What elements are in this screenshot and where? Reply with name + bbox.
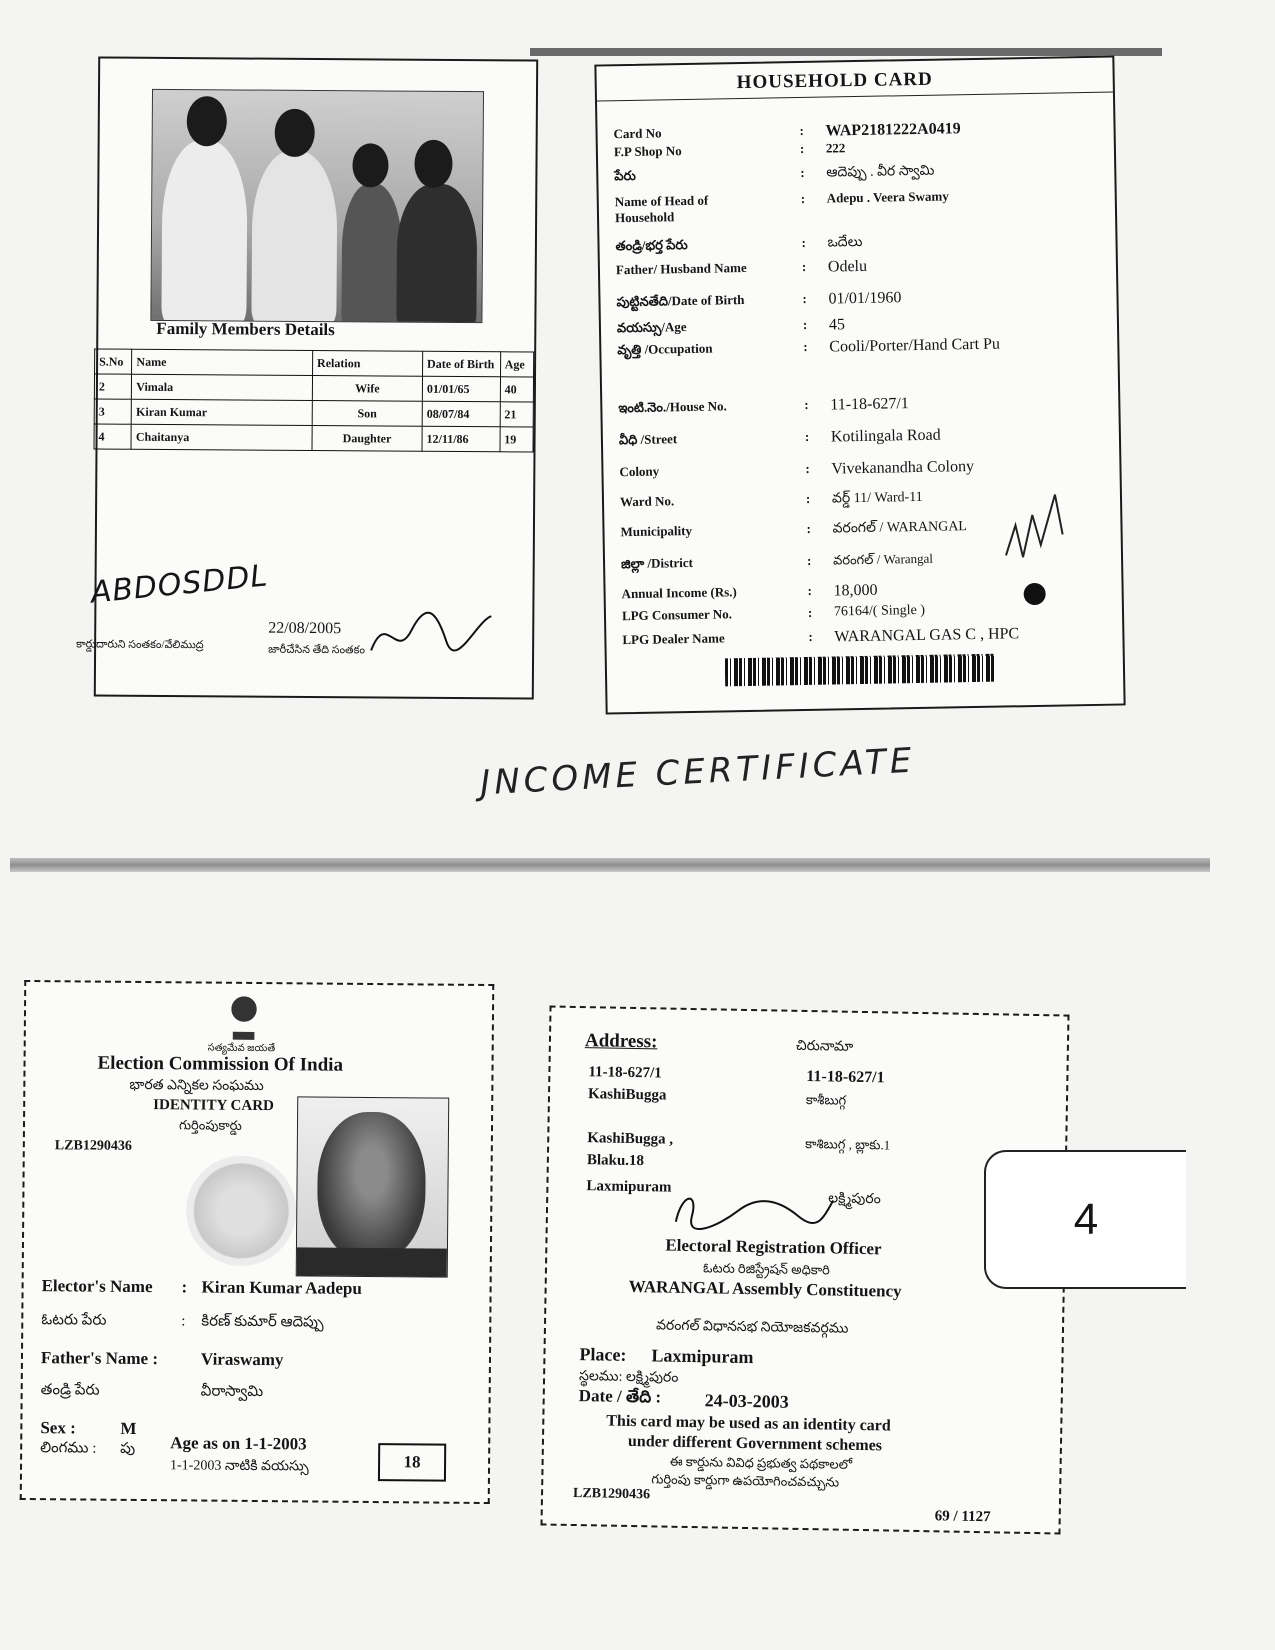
field-sex: Sex : M — [40, 1418, 137, 1438]
usage-note-line-1: This card may be used as an identity card — [606, 1412, 891, 1435]
family-photo — [150, 89, 484, 323]
scan-fold-divider — [10, 858, 1210, 872]
card-barcode — [725, 654, 995, 687]
age-box: 18 — [378, 1443, 446, 1482]
col-sno: S.No — [95, 349, 133, 374]
usage-note-telugu-1: ఈ కార్డును వివిధ ప్రభుత్వ పథకాలలో — [669, 1453, 853, 1472]
address-line-5-telugu: లక్ష్మిపురం — [828, 1191, 881, 1208]
place-value: Laxmipuram — [651, 1345, 754, 1368]
officer-title: Electoral Registration Officer — [665, 1235, 882, 1259]
table-row: 2 Vimala Wife 01/01/65 40 — [94, 374, 533, 402]
ink-dot — [1023, 583, 1045, 605]
field-sex-telugu: లింగము : పు — [40, 1440, 136, 1457]
election-commission-telugu: భారత ఎన్నికల సంఘము — [129, 1077, 264, 1095]
family-members-table — [93, 348, 534, 452]
identity-card-label: IDENTITY CARD — [153, 1097, 274, 1115]
officer-signature — [668, 1186, 839, 1237]
identity-card-label-telugu: గుర్తింపుకార్డు — [178, 1117, 242, 1133]
serial-number: 69 / 1127 — [934, 1508, 991, 1526]
usage-note-telugu-2: గుర్తింపు కార్డుగా ఉపయోగించవచ్చును — [651, 1471, 840, 1490]
elector-photo — [296, 1096, 450, 1277]
address-label-telugu: చిరునామా — [795, 1038, 854, 1055]
col-age: Age — [500, 352, 534, 377]
issuer-signature — [366, 600, 496, 661]
address-label: Address: — [584, 1030, 658, 1053]
address-line-3: KashiBugga , — [587, 1130, 674, 1148]
place-telugu: స్థలము: లక్ష్మిపురం — [578, 1369, 679, 1386]
voter-id-card-front — [20, 980, 495, 1504]
card-number: LZB1290436 — [54, 1138, 132, 1154]
col-name: Name — [132, 349, 313, 375]
field-father-name-telugu: తండ్రి పేరు వీరాస్వామి — [40, 1382, 264, 1401]
col-dob: Date of Birth — [422, 351, 500, 377]
field-father-name: Father's Name : Viraswamy — [40, 1348, 284, 1370]
constituency-telugu: వరంగల్ విధానసభ నియోజకవర్గము — [655, 1318, 849, 1337]
officer-title-telugu: ఓటరు రిజిస్ట్రేషన్ అధికారి — [702, 1260, 830, 1278]
page-number-tab: 4 — [984, 1150, 1186, 1289]
place-label: Place: — [579, 1344, 627, 1365]
date-value: 24-03-2003 — [704, 1390, 789, 1412]
handwritten-income-certificate-note: JNCOME CERTIFICATE — [479, 740, 917, 804]
address-line-1: 11-18-627/1 — [588, 1064, 662, 1082]
margin-scribble — [1000, 484, 1071, 565]
address-line-2-telugu: కాశీబుగ్గ — [805, 1091, 847, 1108]
field-elector-name: Elector's Name : Kiran Kumar Aadepu — [41, 1276, 362, 1298]
hologram-seal — [186, 1155, 297, 1266]
table-row: 3 Kiran Kumar Son 08/07/84 21 — [94, 399, 533, 427]
scan-edge-top-right — [530, 48, 1162, 56]
age-label: Age as on 1-1-2003 — [170, 1433, 307, 1454]
issuer-label: జారీచేసిన తేది సంతకం — [268, 643, 365, 657]
back-card-number: LZB1290436 — [572, 1485, 651, 1503]
holder-signature: ABDOSDDL — [89, 558, 270, 611]
address-line-3-telugu: కాశిబుగ్గ , బ్లాకు.1 — [805, 1135, 891, 1153]
ration-card-family-details — [76, 56, 538, 699]
usage-note-line-2: under different Government schemes — [627, 1432, 883, 1455]
address-line-4: Blaku.18 — [586, 1152, 645, 1170]
field-elector-name-telugu: ఓటరు పేరు : కిరణ్ కుమార్ ఆదెప్పు — [41, 1312, 324, 1331]
col-relation: Relation — [312, 350, 422, 376]
address-line-5: Laxmipuram — [586, 1178, 672, 1196]
election-commission-title: Election Commission Of India — [97, 1052, 344, 1076]
holder-signature-label: కార్డుదారుని సంతకం/వేలిముద్ర — [76, 638, 204, 652]
date-label: Date / తేది : — [578, 1386, 662, 1407]
family-members-title: Family Members Details — [156, 318, 335, 340]
household-card-title: HOUSEHOLD CARD — [736, 68, 933, 94]
household-card: HOUSEHOLD CARD Card No : WAP2181222A0419 F.P Shop No : 222 పేరు : ఆదెప్పు . వీర స్వామి Name of Head of Household : Adepu . Veera Swamy తండ్రి/భర్త పేరు : ఒదేలు Father/ Husband Name : Odelu పుట్టినతేది/Date of Birth : 01/01/1960 వయస్సు/Age : 45 వృత్తి /Occupation : Cooli/Porter/Hand Cart Pu ఇంటి.నెం./House No. : 11-18-627/1 వీధి /Street : Kotilingala Road Colony : Vivekanandha Colony Ward No. : వర్డ్ 11/ Ward-11 Municipality : వరంగల్ / WARANGAL జిల్లా /District : వరంగల్ / Warangal Annual Income (Rs.) : 18,000 LPG Consumer No. : 76164/( Single ) LPG Dealer Name : WARANGAL GAS C , HPC — [594, 56, 1125, 715]
national-emblem-icon — [226, 996, 262, 1040]
age-label-telugu: 1-1-2003 నాటికి వయస్సు — [169, 1458, 309, 1475]
table-row: 4 Chaitanya Daughter 12/11/86 19 — [94, 424, 533, 452]
address-line-1-telugu: 11-18-627/1 — [806, 1067, 885, 1087]
constituency-name: WARANGAL Assembly Constituency — [628, 1276, 902, 1301]
emblem-caption: సత్యమేవ జయతే — [207, 1042, 276, 1055]
issue-date: 22/08/2005 — [268, 619, 342, 638]
address-line-2: KashiBugga — [587, 1086, 667, 1104]
